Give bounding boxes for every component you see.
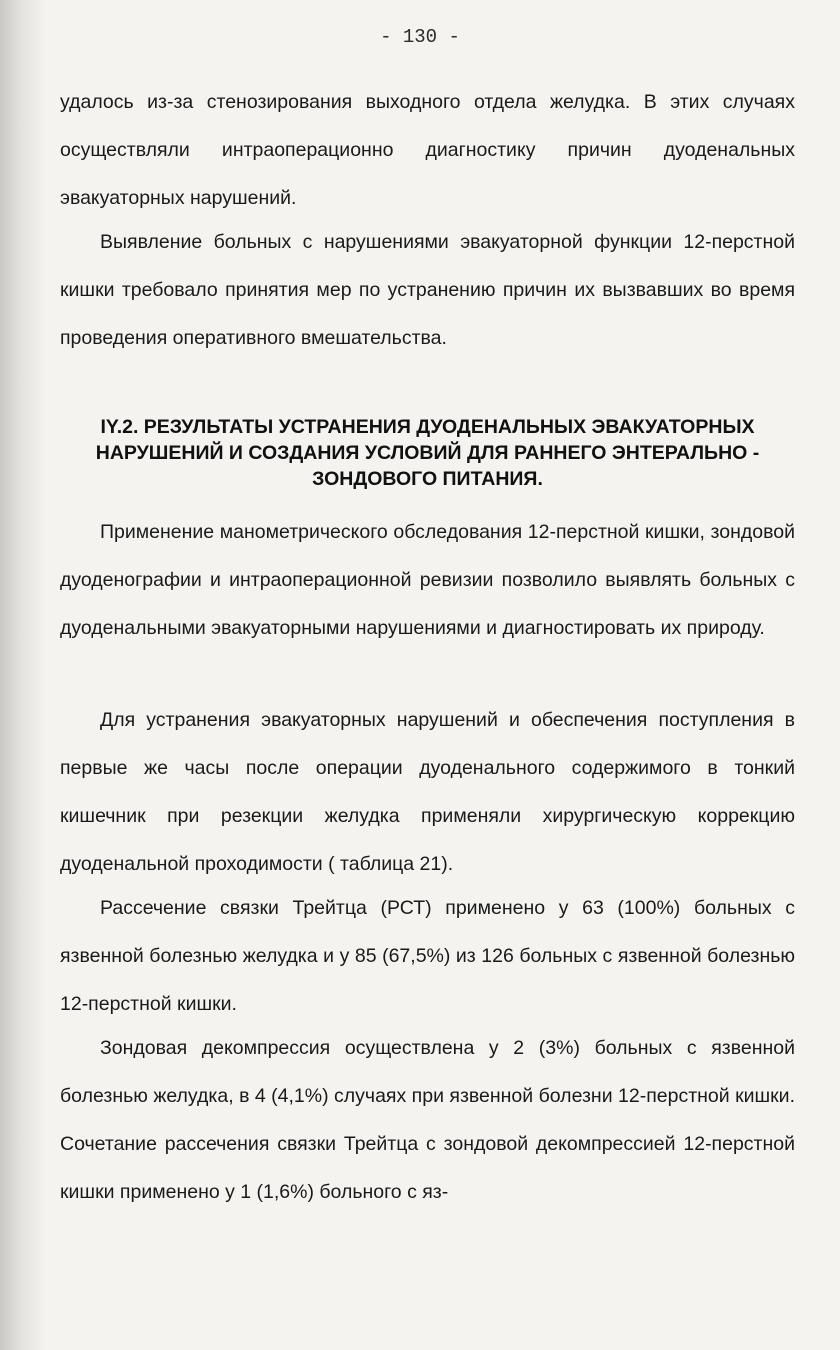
paragraph-manometry: Применение манометрического обследования 12-перстной кишки, зондовой дуоденографии и интраоперационной ревизии позволило выявлять больных с дуоденальными эвакуаторными нарушениями и диагностировать их природу. — [60, 521, 795, 639]
section-heading — [60, 414, 795, 492]
page-number: - 130 - — [380, 26, 460, 48]
paragraph-correction: Для устранения эвакуаторных нарушений и обеспечения поступления в первые же часы после операции дуоденального содержимого в тонкий кишечник при резекции желудка применяли хирургическую коррекцию дуоденальной проходимости ( таблица 21). — [60, 709, 795, 875]
section-heading-line-1: IY.2. РЕЗУЛЬТАТЫ УСТРАНЕНИЯ ДУОДЕНАЛЬНЫХ ЭВАКУАТОРНЫХ — [100, 416, 755, 438]
section-heading-line-2: НАРУШЕНИЙ И СОЗДАНИЯ УСЛОВИЙ ДЛЯ РАННЕГО ЭНТЕРАЛЬНО - — [95, 442, 760, 464]
page-edge-shadow — [0, 0, 46, 1350]
paragraph-decompression: Зондовая декомпрессия осуществлена у 2 (3%) больных с язвенной болезнью желудка, в 4 (4,1%) случаях при язвенной болезни 12-перстной кишки. Сочетание рассечения связки Трейтца с зондовой декомпрессией 12-перстной кишки применено у 1 (1,6%) больного с яз- — [60, 1037, 795, 1203]
paragraph-detection: Выявление больных с нарушениями эвакуаторной функции 12-перстной кишки требовало принятия мер по устранению причин их вызвавших во время проведения оперативного вмешательства. — [60, 231, 795, 349]
paragraph-treitz: Рассечение связки Трейтца (РСТ) применено у 63 (100%) больных с язвенной болезнью желудка и у 85 (67,5%) из 126 больных с язвенной болезнью 12-перстной кишки. — [60, 897, 795, 1015]
paragraph-continuation: удалось из-за стенозирования выходного отдела желудка. В этих случаях осуществляли интраоперационно диагностику причин дуоденальных эвакуаторных нарушений. — [60, 91, 795, 209]
section-heading-line-3: ЗОНДОВОГО ПИТАНИЯ. — [312, 468, 543, 490]
